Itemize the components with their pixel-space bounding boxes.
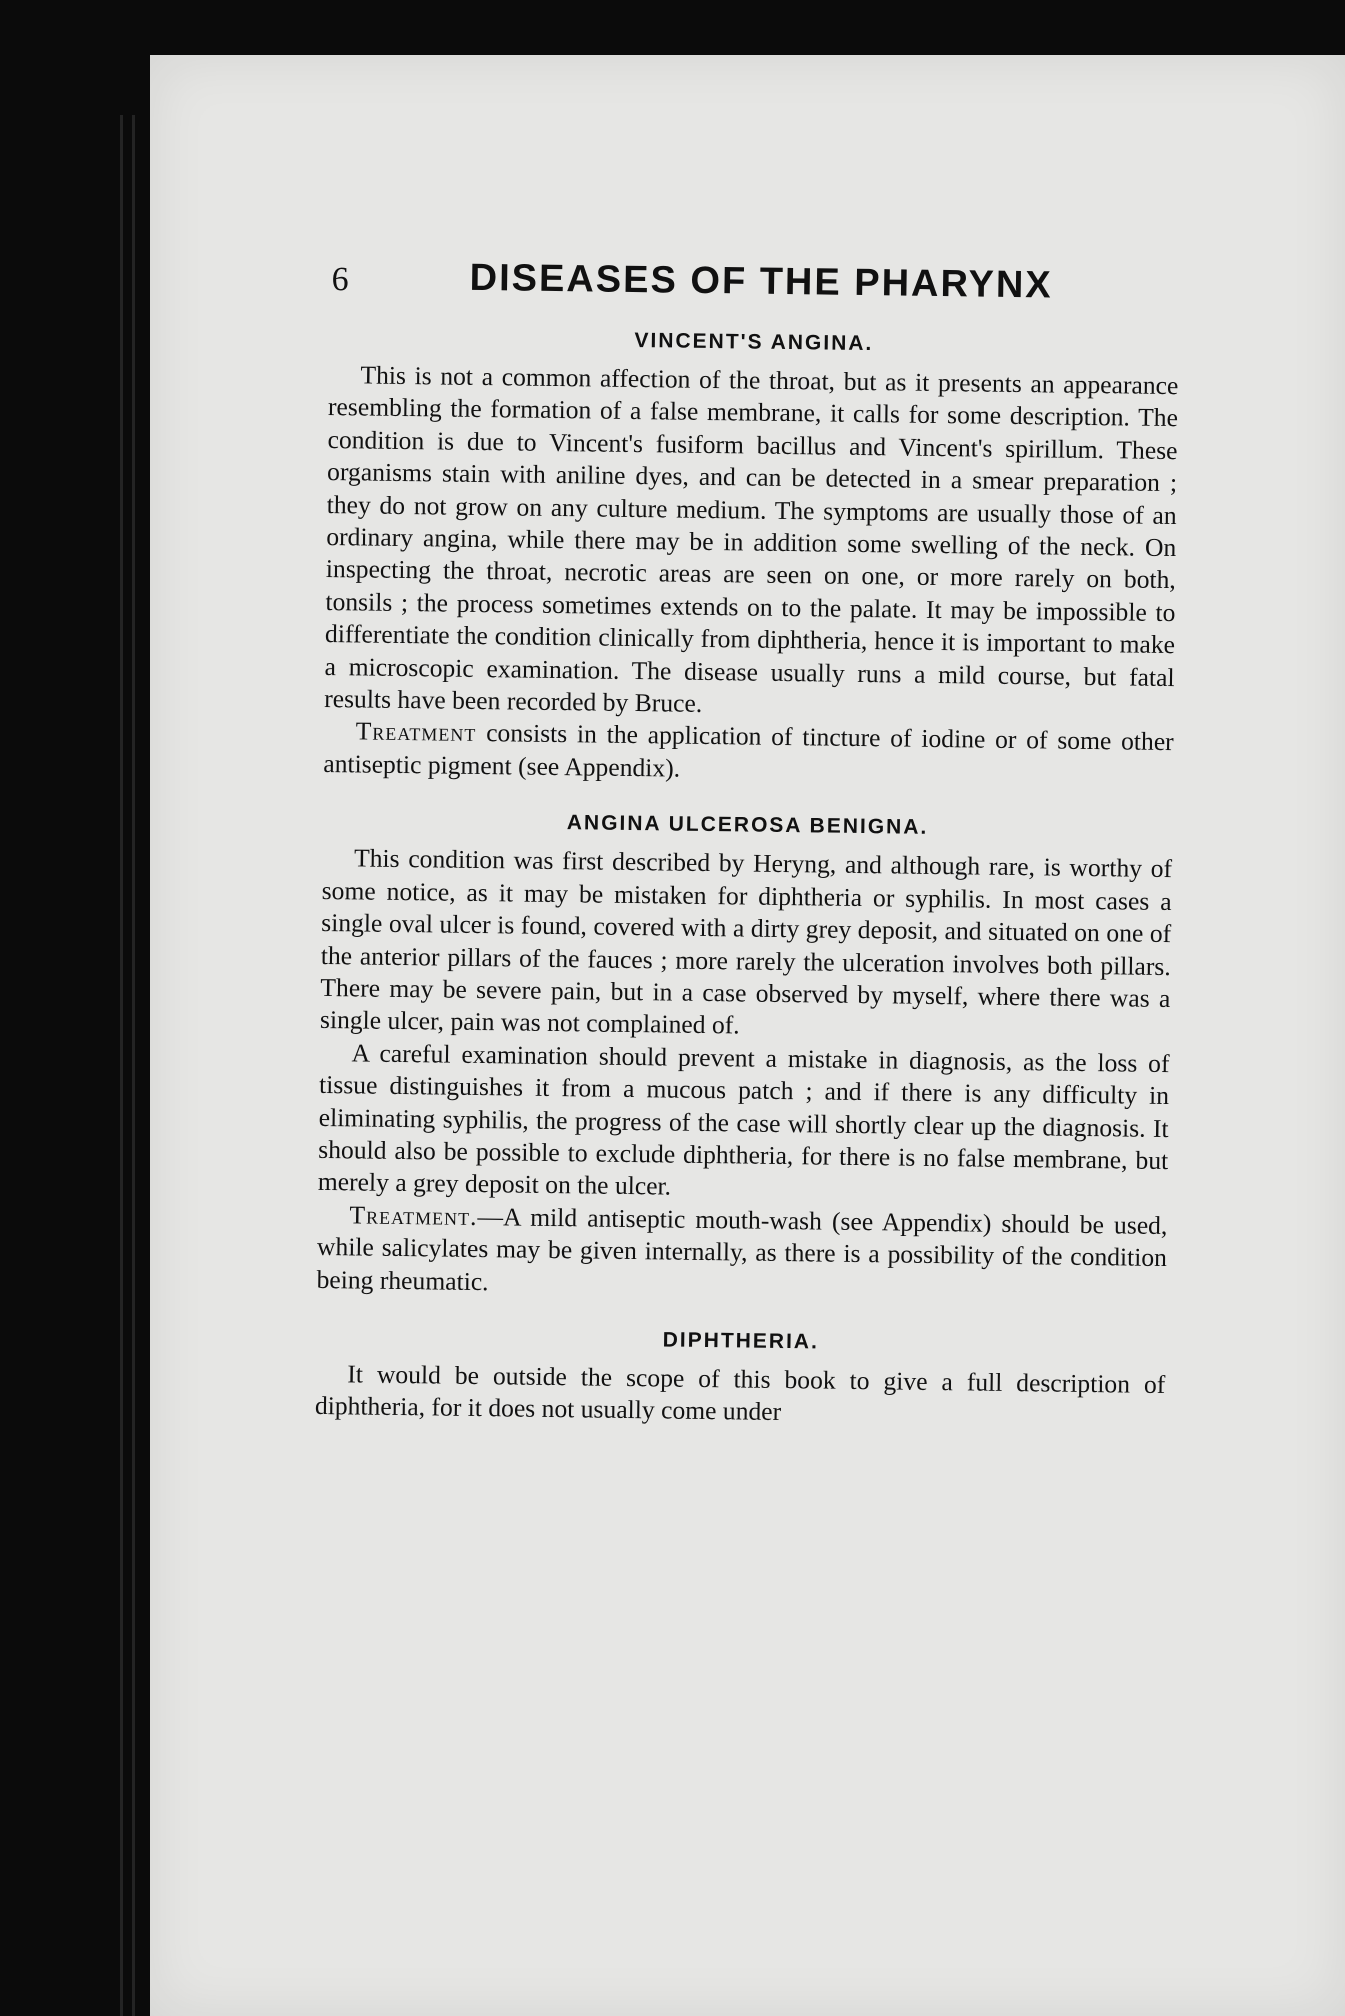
section-vincents-angina: [323, 325, 1179, 791]
paragraph-text: This is not a common affection of the throat, but as it presents an appearance resembling the formation of a false membrane, it calls for some description. The condition is due to Vincent's fusiform bacillus and Vincent's spirillum. These organisms stain with aniline dyes, and can be detected in a smear preparation ; they do not grow on any culture medium. The symptoms are usually those of an ordinary angina, while there may be in addition some swelling of the neck. On inspecting the throat, necrotic areas are seen on one, or more rarely on both, tonsils ; the process sometimes extends on to the palate. It may be impossible to differentiate the condition clinically from diphtheria, hence it is important to make a microscopic examination. The disease usually runs a mild course, but fatal results have been recorded by Bruce.: [324, 360, 1179, 718]
page-edge-shadow: [132, 115, 135, 2016]
section-angina-ulcerosa-benigna: [316, 808, 1172, 1307]
treatment-lead: Treatment: [355, 716, 477, 748]
paragraph-text: consists in the application of tincture of iodine or of some other antiseptic pigment (see Appendix).: [323, 718, 1174, 783]
section-heading: DIPHTHERIA.: [662, 1328, 820, 1354]
section-heading: ANGINA ULCEROSA BENIGNA.: [566, 811, 929, 840]
page-number: 6: [331, 261, 349, 299]
treatment-lead: Treatment.: [349, 1200, 478, 1231]
paragraph: [320, 842, 1172, 1048]
book-page-text: [310, 255, 1180, 1766]
paragraph: [316, 1199, 1167, 1307]
paragraph: [315, 1358, 1166, 1434]
paragraph: [318, 1037, 1170, 1210]
paragraph-text: A careful examination should prevent a mistake in diagnosis, as the loss of tissue distinguishes it from a mucous patch ; and if there is any difficulty in eliminating syphilis, the progress of the case will shortly clear up the diagnosis. It should also be possible to exclude diphtheria, for there is no false membrane, but merely a grey deposit on the ulcer.: [317, 1038, 1170, 1201]
paragraph-text: It would be outside the scope of this book to give a full description of diphtheria, for it does not usually come under: [314, 1359, 1166, 1427]
paragraph: [323, 715, 1174, 791]
section-diphtheria: [315, 1324, 1166, 1434]
page-edge-shadow: [120, 115, 123, 2016]
section-heading: VINCENT'S ANGINA.: [634, 328, 874, 356]
running-title: DISEASES OF THE PHARYNX: [469, 256, 1053, 307]
paragraph-text: This condition was first described by Heryng, and although rare, is worthy of some notice, as it may be mistaken for diphtheria or syphilis. In most cases a single oval ulcer is found, covered with a dirty grey deposit, and situated on one of the anterior pillars of the fauces ; more rarely the ulceration involves both pillars. There may be severe pain, but in a case observed by myself, where there was a single ulcer, pain was not complained of.: [319, 843, 1173, 1040]
running-head: [329, 255, 1180, 326]
paragraph: [324, 359, 1179, 727]
paragraph-text: —A mild antiseptic mouth-wash (see Appendix) should be used, while salicylates may be given internally, as there is a possibility of the condition being rheumatic.: [316, 1201, 1168, 1296]
